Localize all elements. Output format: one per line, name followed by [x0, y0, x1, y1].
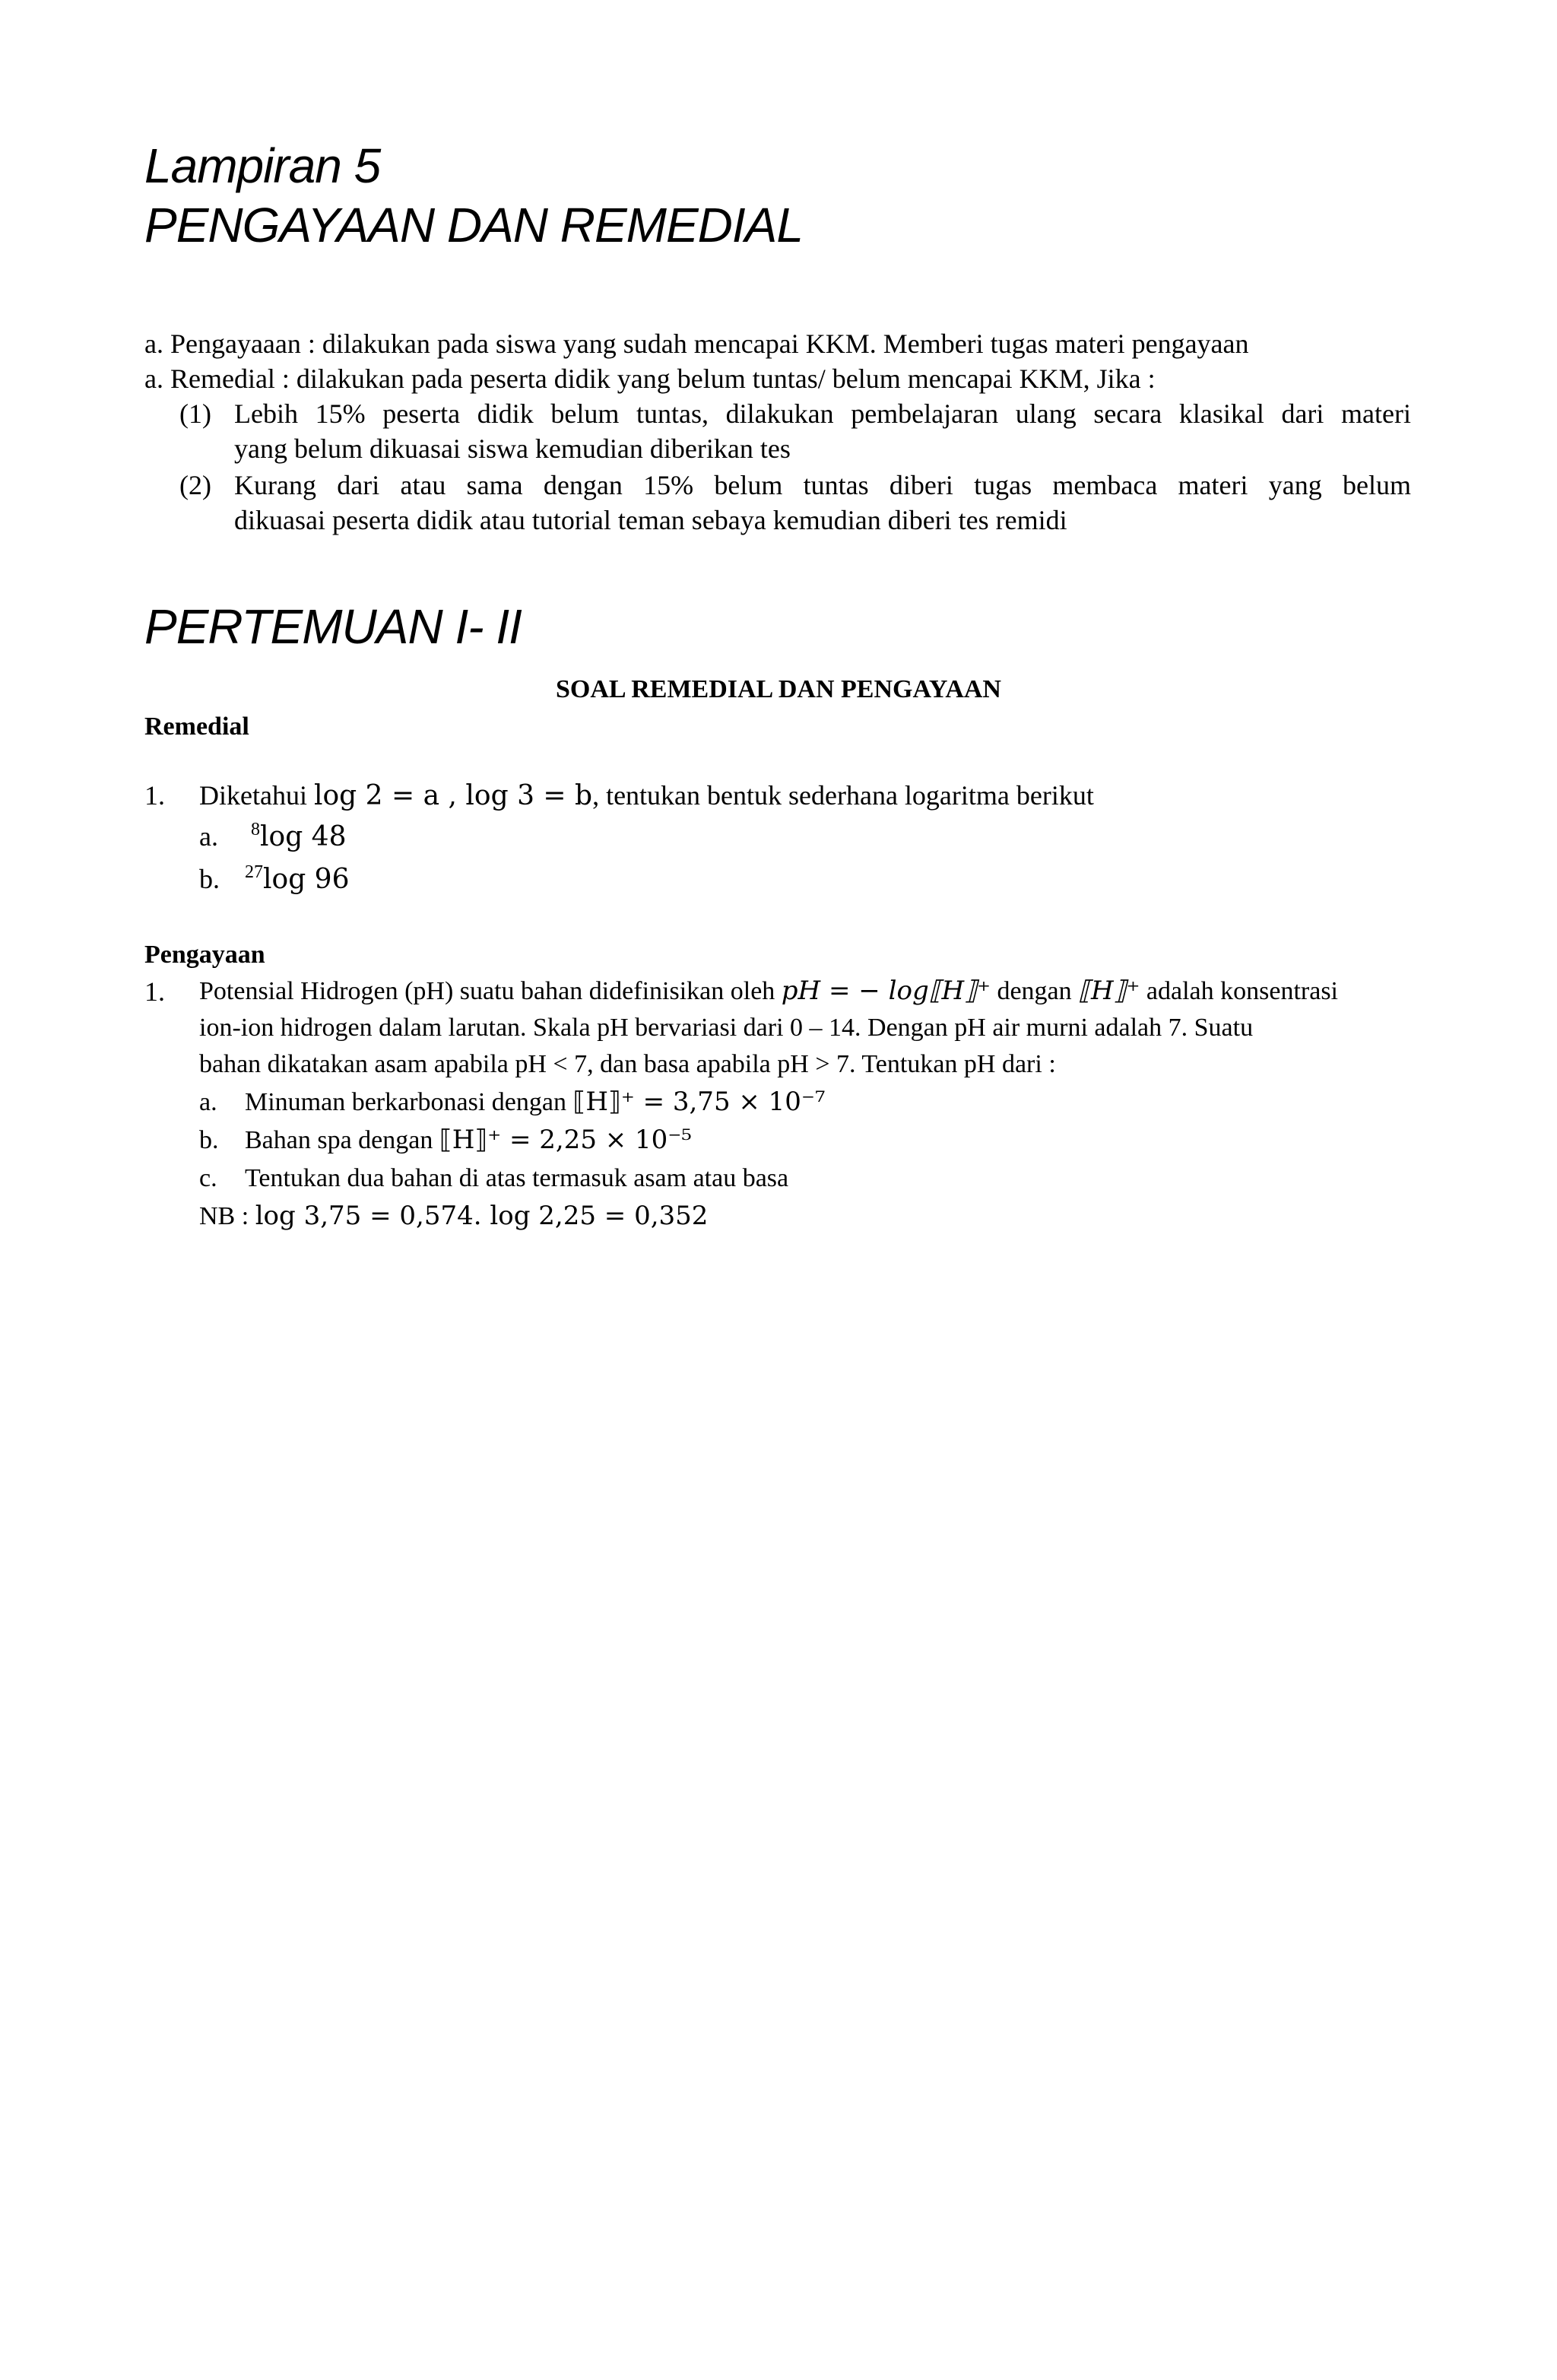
- meeting-title: PERTEMUAN I- II: [144, 599, 522, 654]
- pengayaan-nb: [199, 1201, 708, 1231]
- pengayaan-label: Pengayaan: [144, 941, 265, 969]
- appendix-title: Lampiran 5: [144, 138, 381, 193]
- soal-title: SOAL REMEDIAL DAN PENGAYAAN: [556, 675, 1001, 703]
- remedial-a-expr: [251, 821, 346, 852]
- pengayaan-c-label: c.: [199, 1164, 217, 1192]
- sub-item-1-marker: (1): [179, 398, 211, 429]
- intro-item-pengayaan: a. Pengayaaan : dilakukan pada siswa yang sudah mencapai KKM. Memberi tugas materi pengayaan: [144, 328, 1249, 359]
- pengayaan-q1-line2: ion-ion hidrogen dalam larutan. Skala pH bervariasi dari 0 – 14. Dengan pH air murni adalah 7. Suatu: [199, 1014, 1254, 1042]
- pengayaan-b-text: [245, 1125, 692, 1155]
- q1-math: log 2 = a , log 3 = b: [313, 780, 593, 811]
- b-math: ⟦H⟧⁺ = 2,25 × 10⁻⁵: [439, 1125, 692, 1155]
- remedial-a-label: a.: [199, 821, 218, 852]
- pengayaan-a-text: [245, 1087, 826, 1117]
- ph-text-mid: dengan: [997, 977, 1072, 1005]
- log-base-27: 27: [245, 862, 263, 882]
- remedial-b-expr: [245, 864, 349, 895]
- ph-formula: pH = − log⟦H⟧⁺: [781, 976, 991, 1006]
- nb-label: NB :: [199, 1202, 249, 1230]
- pengayaan-q1-number: 1.: [144, 976, 165, 1007]
- remedial-q1-number: 1.: [144, 780, 165, 811]
- h-concentration: ⟦H⟧⁺: [1078, 976, 1140, 1006]
- ph-text-pre: Potensial Hidrogen (pH) suatu bahan didefinisikan oleh: [199, 977, 775, 1005]
- intro-item-remedial: a. Remedial : dilakukan pada peserta didik yang belum tuntas/ belum mencapai KKM, Jika :: [144, 363, 1156, 394]
- remedial-b-label: b.: [199, 864, 220, 894]
- remedial-q1-text: [199, 780, 1094, 811]
- sub-item-2-line1: Kurang dari atau sama dengan 15% belum tuntas diberi tugas membaca materi yang belum: [234, 470, 1411, 500]
- q1-text-pre: Diketahui: [199, 780, 307, 811]
- pengayaan-a-label: a.: [199, 1088, 217, 1116]
- sub-item-1-line2: yang belum dikuasai siswa kemudian diberikan tes: [234, 433, 791, 464]
- log-48: log 48: [260, 821, 347, 852]
- sub-item-2-line2: dikuasai peserta didik atau tutorial teman sebaya kemudian diberi tes remidi: [234, 505, 1067, 535]
- q1-text-post: , tentukan bentuk sederhana logaritma berikut: [592, 780, 1094, 811]
- pengayaan-c-text: Tentukan dua bahan di atas termasuk asam atau basa: [245, 1164, 789, 1192]
- sub-item-2-marker: (2): [179, 470, 211, 500]
- pengayaan-q1-line1: [199, 976, 1338, 1006]
- nb-math: log 3,75 = 0,574. log 2,25 = 0,352: [255, 1201, 709, 1231]
- sub-item-1-line1: Lebih 15% peserta didik belum tuntas, dilakukan pembelajaran ulang secara klasikal dari materi: [234, 398, 1411, 429]
- a-text: Minuman berkarbonasi dengan: [245, 1088, 566, 1116]
- log-base-8: 8: [251, 820, 260, 839]
- remedial-label: Remedial: [144, 712, 249, 741]
- pengayaan-q1-line3: bahan dikatakan asam apabila pH < 7, dan basa apabila pH > 7. Tentukan pH dari :: [199, 1050, 1056, 1078]
- section-title: PENGAYAAN DAN REMEDIAL: [144, 198, 803, 252]
- ph-text-post: adalah konsentrasi: [1146, 977, 1338, 1005]
- b-text: Bahan spa dengan: [245, 1126, 433, 1154]
- pengayaan-b-label: b.: [199, 1126, 219, 1154]
- a-math: ⟦H⟧⁺ = 3,75 × 10⁻⁷: [572, 1087, 826, 1117]
- log-96: log 96: [263, 864, 350, 895]
